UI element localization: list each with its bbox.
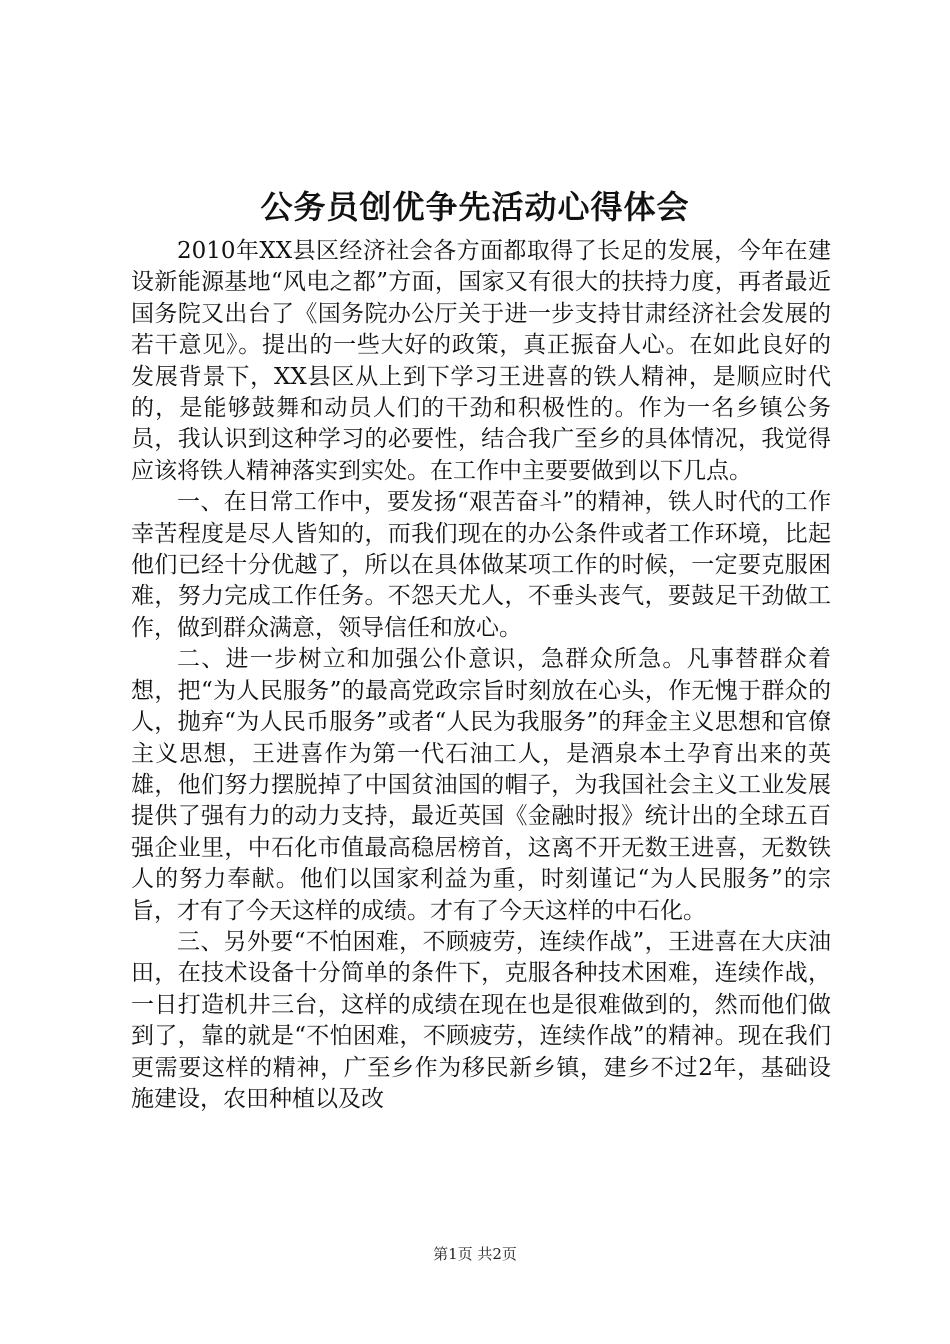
document-title: 公务员创优争先活动心得体会	[260, 188, 690, 226]
paragraph-intro: 2010年XX县区经济社会各方面都取得了长足的发展，今年在建设新能源基地“风电之都”方面，国家又有很大的扶持力度，再者最近国务院又出台了《国务院办公厅关于进一步支持甘肃经济社会发展的若干意见》。提出的一些大好的政策，真正振奋人心。在如此良好的发展背景下，XX县区从上到下学习王进喜的铁人精神，是顺应时代的，是能够鼓舞和动员人们的干劲和积极性的。作为一名乡镇公务员，我认识到这种学习的必要性，结合我广至乡的具体情况，我觉得应该将铁人精神落实到实处。在工作中主要要做到以下几点。	[131, 238, 831, 484]
page-number-footer: 第1页 共2页	[433, 1245, 517, 1263]
paragraph-point-three: 三、另外要“不怕困难，不顾疲劳，连续作战”，王进喜在大庆油田，在技术设备十分简单的条件下，克服各种技术困难，连续作战，一日打造机井三台，这样的成绩在现在也是很难做到的，然而他们做到了，靠的就是“不怕困难，不顾疲劳，连续作战”的精神。现在我们更需要这样的精神，广至乡作为移民新乡镇，建乡不过2年，基础设施建设，农田种植以及改	[131, 928, 831, 1112]
document-body	[131, 236, 831, 1115]
paragraph-point-two: 二、进一步树立和加强公仆意识，急群众所急。凡事替群众着想，把“为人民服务”的最高党政宗旨时刻放在心头，作无愧于群众的人，抛弃“为人民币服务”或者“人民为我服务”的拜金主义思想和官僚主义思想，王进喜作为第一代石油工人，是酒泉本土孕育出来的英雄，他们努力摆脱掉了中国贫油国的帽子，为我国社会主义工业发展提供了强有力的动力支持，最近英国《金融时报》统计出的全球五百强企业里，中石化市值最高稳居榜首，这离不开无数王进喜，无数铁人的努力奉献。他们以国家利益为重，时刻谨记“为人民服务”的宗旨，才有了今天这样的成绩。才有了今天这样的中石化。	[131, 646, 831, 924]
paragraph-point-one: 一、在日常工作中，要发扬“艰苦奋斗”的精神，铁人时代的工作幸苦程度是尽人皆知的，而我们现在的办公条件或者工作环境，比起他们已经十分优越了，所以在具体做某项工作的时候，一定要克服困难，努力完成工作任务。不怨天尤人，不垂头丧气，要鼓足干劲做工作，做到群众满意，领导信任和放心。	[131, 489, 831, 641]
